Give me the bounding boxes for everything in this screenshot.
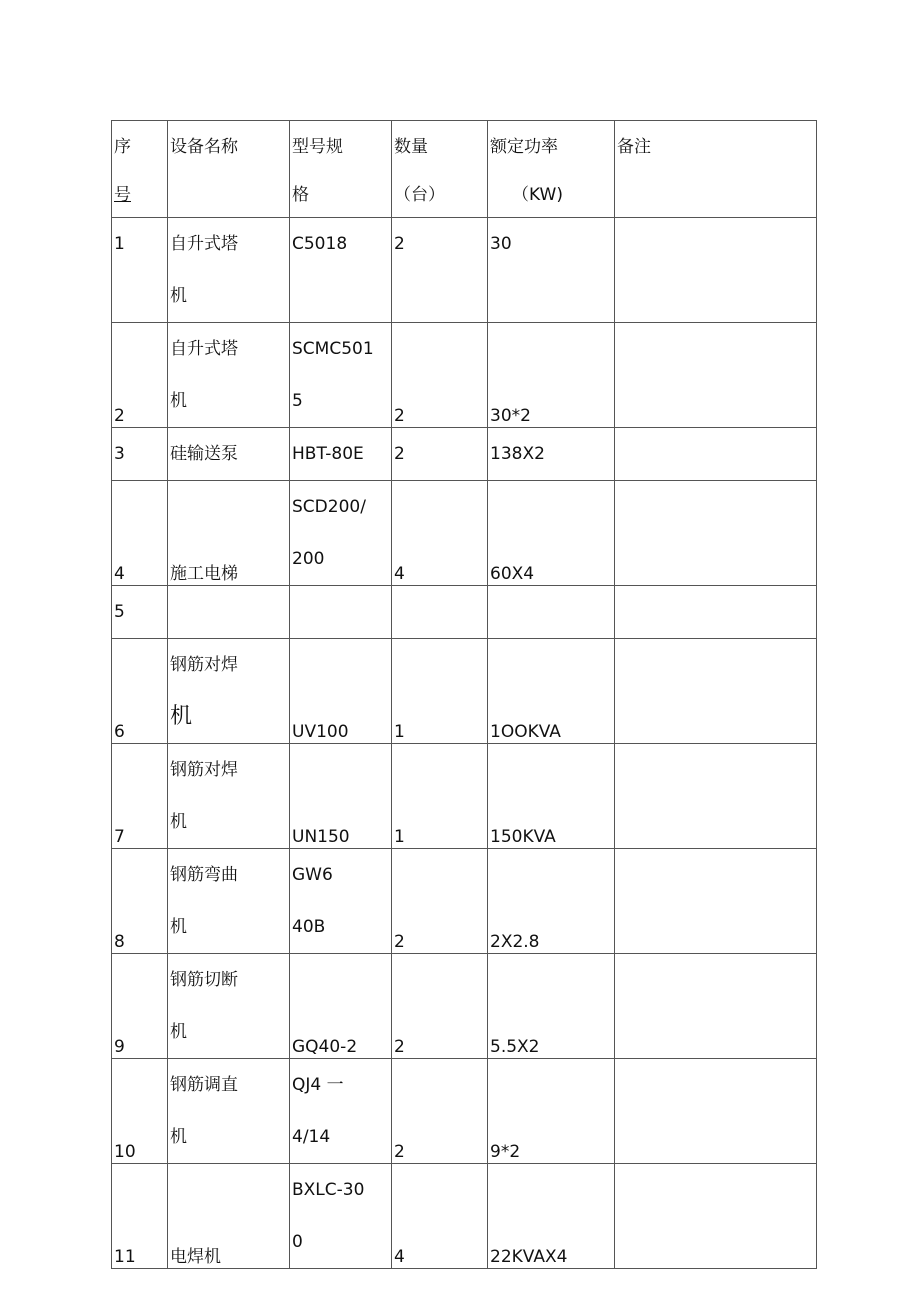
cell-qty [392,586,488,639]
cell-power: 138X2 [488,428,615,481]
cell-name: 钢筋切断 机 [168,954,290,1059]
cell-no: 3 [112,428,168,481]
header-qty: 数量 （台） [392,121,488,218]
cell-model: QJ4 一 4/14 [290,1059,392,1164]
cell-name: 钢筋对焊 机 [168,639,290,744]
cell-remark [615,849,817,954]
cell-qty: 1 [392,639,488,744]
cell-power: 30*2 [488,323,615,428]
cell-name: 施工电梯 [168,481,290,586]
cell-power: 30 [488,218,615,323]
cell-no: 11 [112,1164,168,1269]
cell-power: 1OOKVA [488,639,615,744]
cell-no: 5 [112,586,168,639]
cell-name: 钢筋调直 机 [168,1059,290,1164]
table-row [112,481,817,586]
cell-model: SCD200/ 200 [290,481,392,586]
cell-qty: 2 [392,849,488,954]
cell-qty: 4 [392,1164,488,1269]
cell-power: 150KVA [488,744,615,849]
cell-remark [615,586,817,639]
cell-name: 钢筋对焊 机 [168,744,290,849]
cell-model [290,586,392,639]
table-row [112,639,817,744]
cell-remark [615,1164,817,1269]
cell-name: 电焊机 [168,1164,290,1269]
cell-remark [615,954,817,1059]
cell-model: BXLC-30 0 [290,1164,392,1269]
cell-model: UN150 [290,744,392,849]
cell-model: C5018 [290,218,392,323]
cell-no: 4 [112,481,168,586]
cell-power: 60X4 [488,481,615,586]
cell-model: SCMC501 5 [290,323,392,428]
cell-name: 硅输送泵 [168,428,290,481]
cell-qty: 2 [392,323,488,428]
table-row [112,586,817,639]
header-name: 设备名称 [168,121,290,218]
cell-power: 22KVAX4 [488,1164,615,1269]
cell-power: 9*2 [488,1059,615,1164]
cell-remark [615,639,817,744]
cell-remark [615,323,817,428]
cell-power: 2X2.8 [488,849,615,954]
cell-qty: 2 [392,218,488,323]
cell-model: GW6 40B [290,849,392,954]
cell-qty: 1 [392,744,488,849]
table-row [112,744,817,849]
cell-name: 自升式塔 机 [168,218,290,323]
cell-no: 8 [112,849,168,954]
cell-model: UV100 [290,639,392,744]
cell-remark [615,744,817,849]
cell-name [168,586,290,639]
header-model: 型号规 格 [290,121,392,218]
header-no: 序 号 [112,121,168,218]
table-header-row [112,121,817,218]
table-row [112,849,817,954]
table-row [112,323,817,428]
cell-qty: 4 [392,481,488,586]
cell-no: 6 [112,639,168,744]
cell-power [488,586,615,639]
cell-no: 2 [112,323,168,428]
cell-no: 7 [112,744,168,849]
cell-qty: 2 [392,1059,488,1164]
table-row [112,218,817,323]
cell-name: 钢筋弯曲 机 [168,849,290,954]
table-row [112,1059,817,1164]
cell-no: 9 [112,954,168,1059]
table-row [112,1164,817,1269]
equipment-table [111,120,817,1269]
table-row [112,954,817,1059]
table-row [112,428,817,481]
header-power: 额定功率 （KW) [488,121,615,218]
cell-remark [615,428,817,481]
cell-power: 5.5X2 [488,954,615,1059]
cell-model: HBT-80E [290,428,392,481]
header-remark: 备注 [615,121,817,218]
cell-name: 自升式塔 机 [168,323,290,428]
cell-qty: 2 [392,954,488,1059]
cell-no: 1 [112,218,168,323]
cell-qty: 2 [392,428,488,481]
cell-remark [615,481,817,586]
cell-no: 10 [112,1059,168,1164]
cell-remark [615,218,817,323]
cell-remark [615,1059,817,1164]
cell-model: GQ40-2 [290,954,392,1059]
